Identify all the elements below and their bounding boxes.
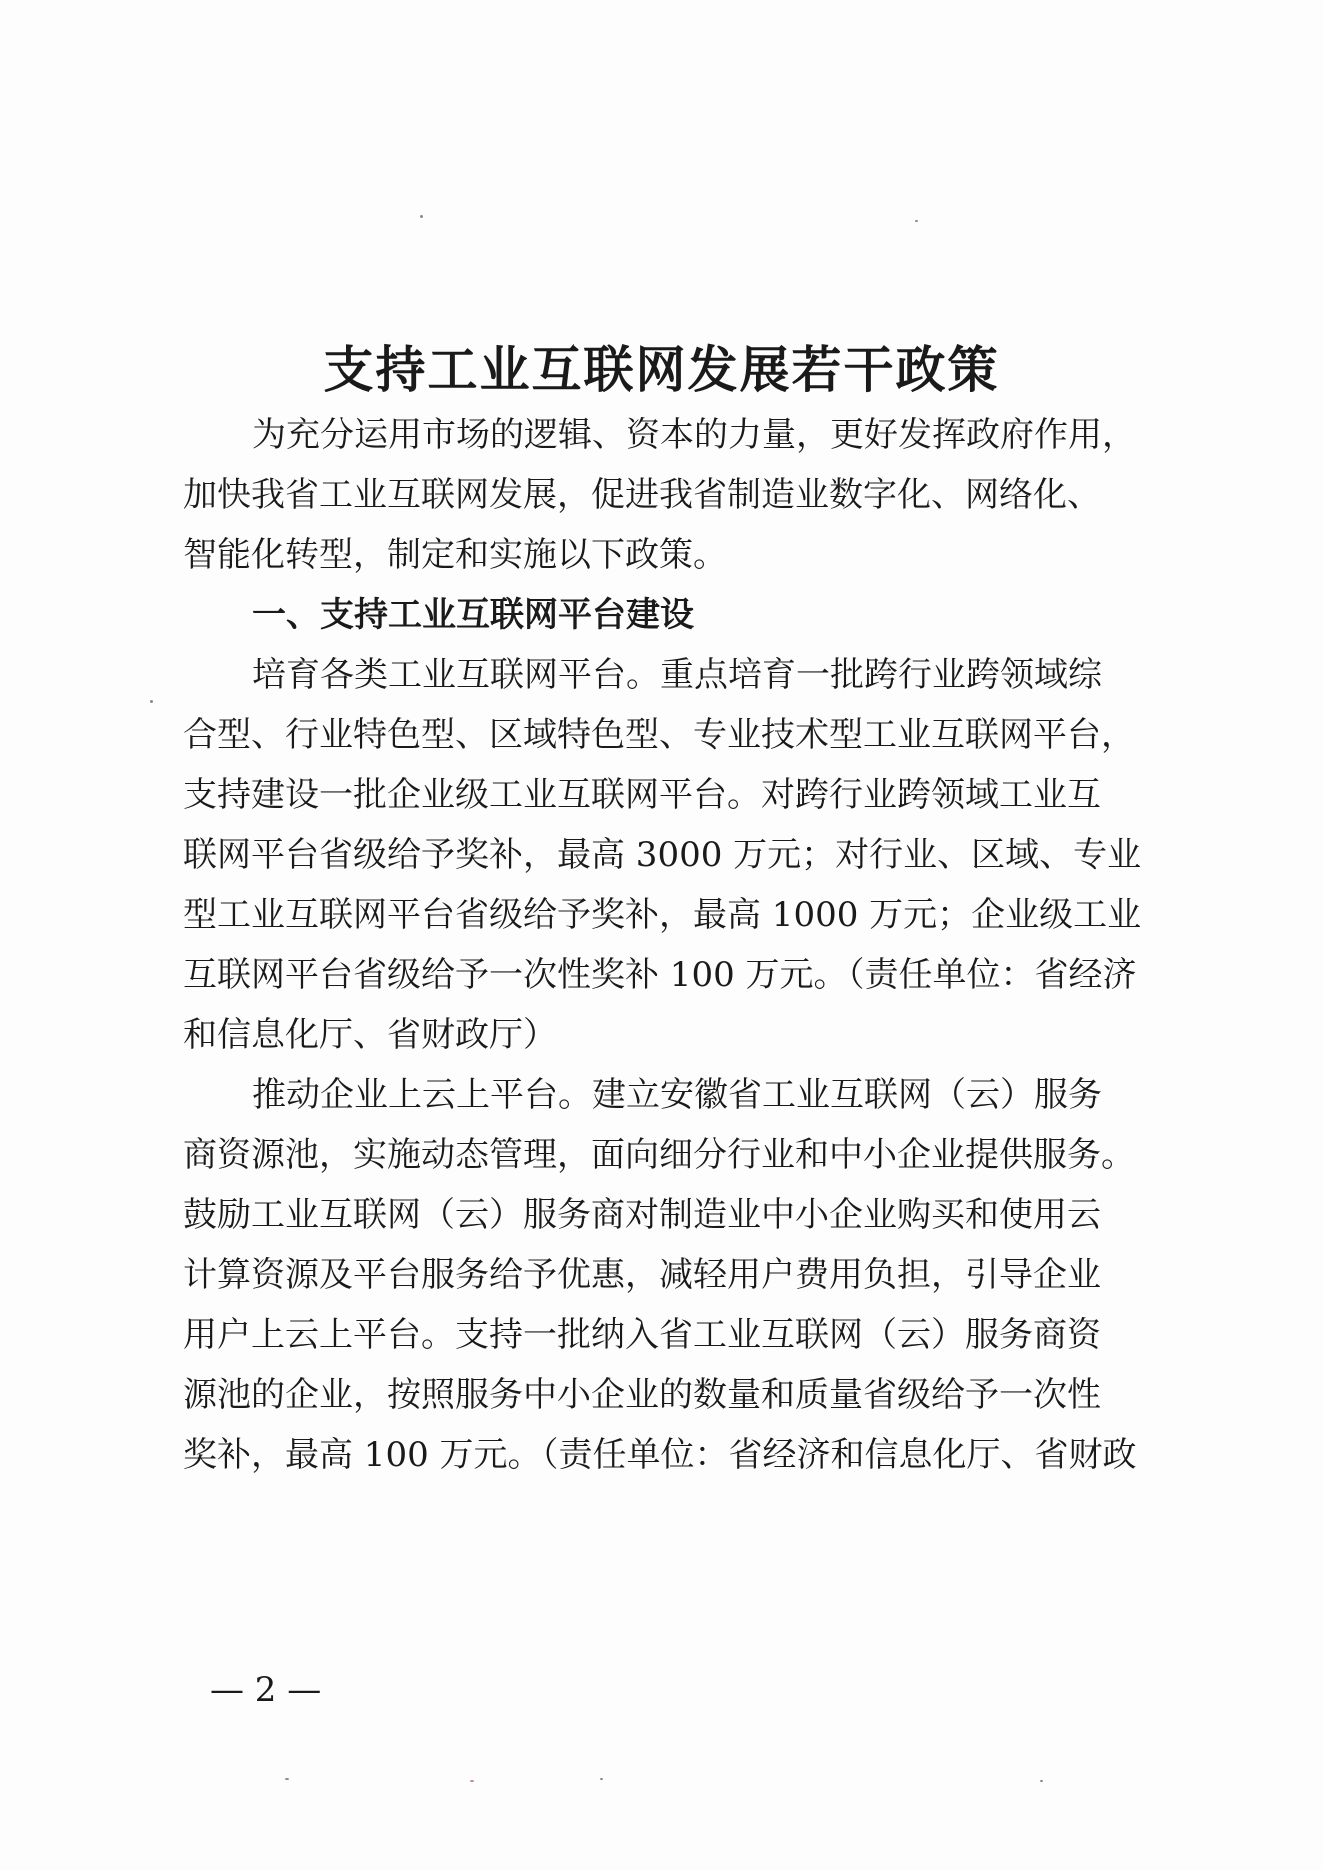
- scan-speck: [470, 1780, 474, 1782]
- para2-line-5: 用户上云上平台。支持一批纳入省工业互联网（云）服务商资: [183, 1315, 1101, 1355]
- para1-line-4: 联网平台省级给予奖补，最高 3000 万元；对行业、区域、专业: [183, 835, 1142, 875]
- scan-speck: [420, 215, 423, 218]
- para1-line-6: 互联网平台省级给予一次性奖补 100 万元。（责任单位：省经济: [183, 955, 1137, 995]
- para1-line-3: 支持建设一批企业级工业互联网平台。对跨行业跨领域工业互: [183, 775, 1101, 815]
- para1-line-7: 和信息化厅、省财政厅）: [183, 1015, 557, 1055]
- para2-line-1: 推动企业上云上平台。建立安徽省工业互联网（云）服务: [252, 1075, 1102, 1115]
- scan-speck: [150, 700, 153, 703]
- para1-line-1: 培育各类工业互联网平台。重点培育一批跨行业跨领域综: [252, 655, 1102, 695]
- para2-line-3: 鼓励工业互联网（云）服务商对制造业中小企业购买和使用云: [183, 1195, 1101, 1235]
- para2-line-2: 商资源池，实施动态管理，面向细分行业和中小企业提供服务。: [183, 1135, 1135, 1175]
- scan-speck: [1040, 1780, 1043, 1782]
- intro-line-1: 为充分运用市场的逻辑、资本的力量，更好发挥政府作用，: [252, 415, 1136, 455]
- section-heading: 一、支持工业互联网平台建设: [252, 595, 694, 635]
- intro-line-3: 智能化转型，制定和实施以下政策。: [183, 535, 727, 575]
- para1-line-2: 合型、行业特色型、区域特色型、专业技术型工业互联网平台，: [183, 715, 1135, 755]
- intro-line-2: 加快我省工业互联网发展，促进我省制造业数字化、网络化、: [183, 475, 1101, 515]
- scan-speck: [600, 1778, 603, 1780]
- page-number: — 2 —: [210, 1670, 322, 1710]
- para2-line-4: 计算资源及平台服务给予优惠，减轻用户费用负担，引导企业: [183, 1255, 1101, 1295]
- para2-line-7: 奖补，最高 100 万元。（责任单位：省经济和信息化厅、省财政: [183, 1435, 1137, 1475]
- para2-line-6: 源池的企业，按照服务中小企业的数量和质量省级给予一次性: [183, 1375, 1101, 1415]
- scan-speck: [915, 220, 918, 222]
- scan-speck: [285, 1778, 289, 1780]
- para1-line-5: 型工业互联网平台省级给予奖补，最高 1000 万元；企业级工业: [183, 895, 1142, 935]
- document-title: 支持工业互联网发展若干政策: [323, 340, 1000, 399]
